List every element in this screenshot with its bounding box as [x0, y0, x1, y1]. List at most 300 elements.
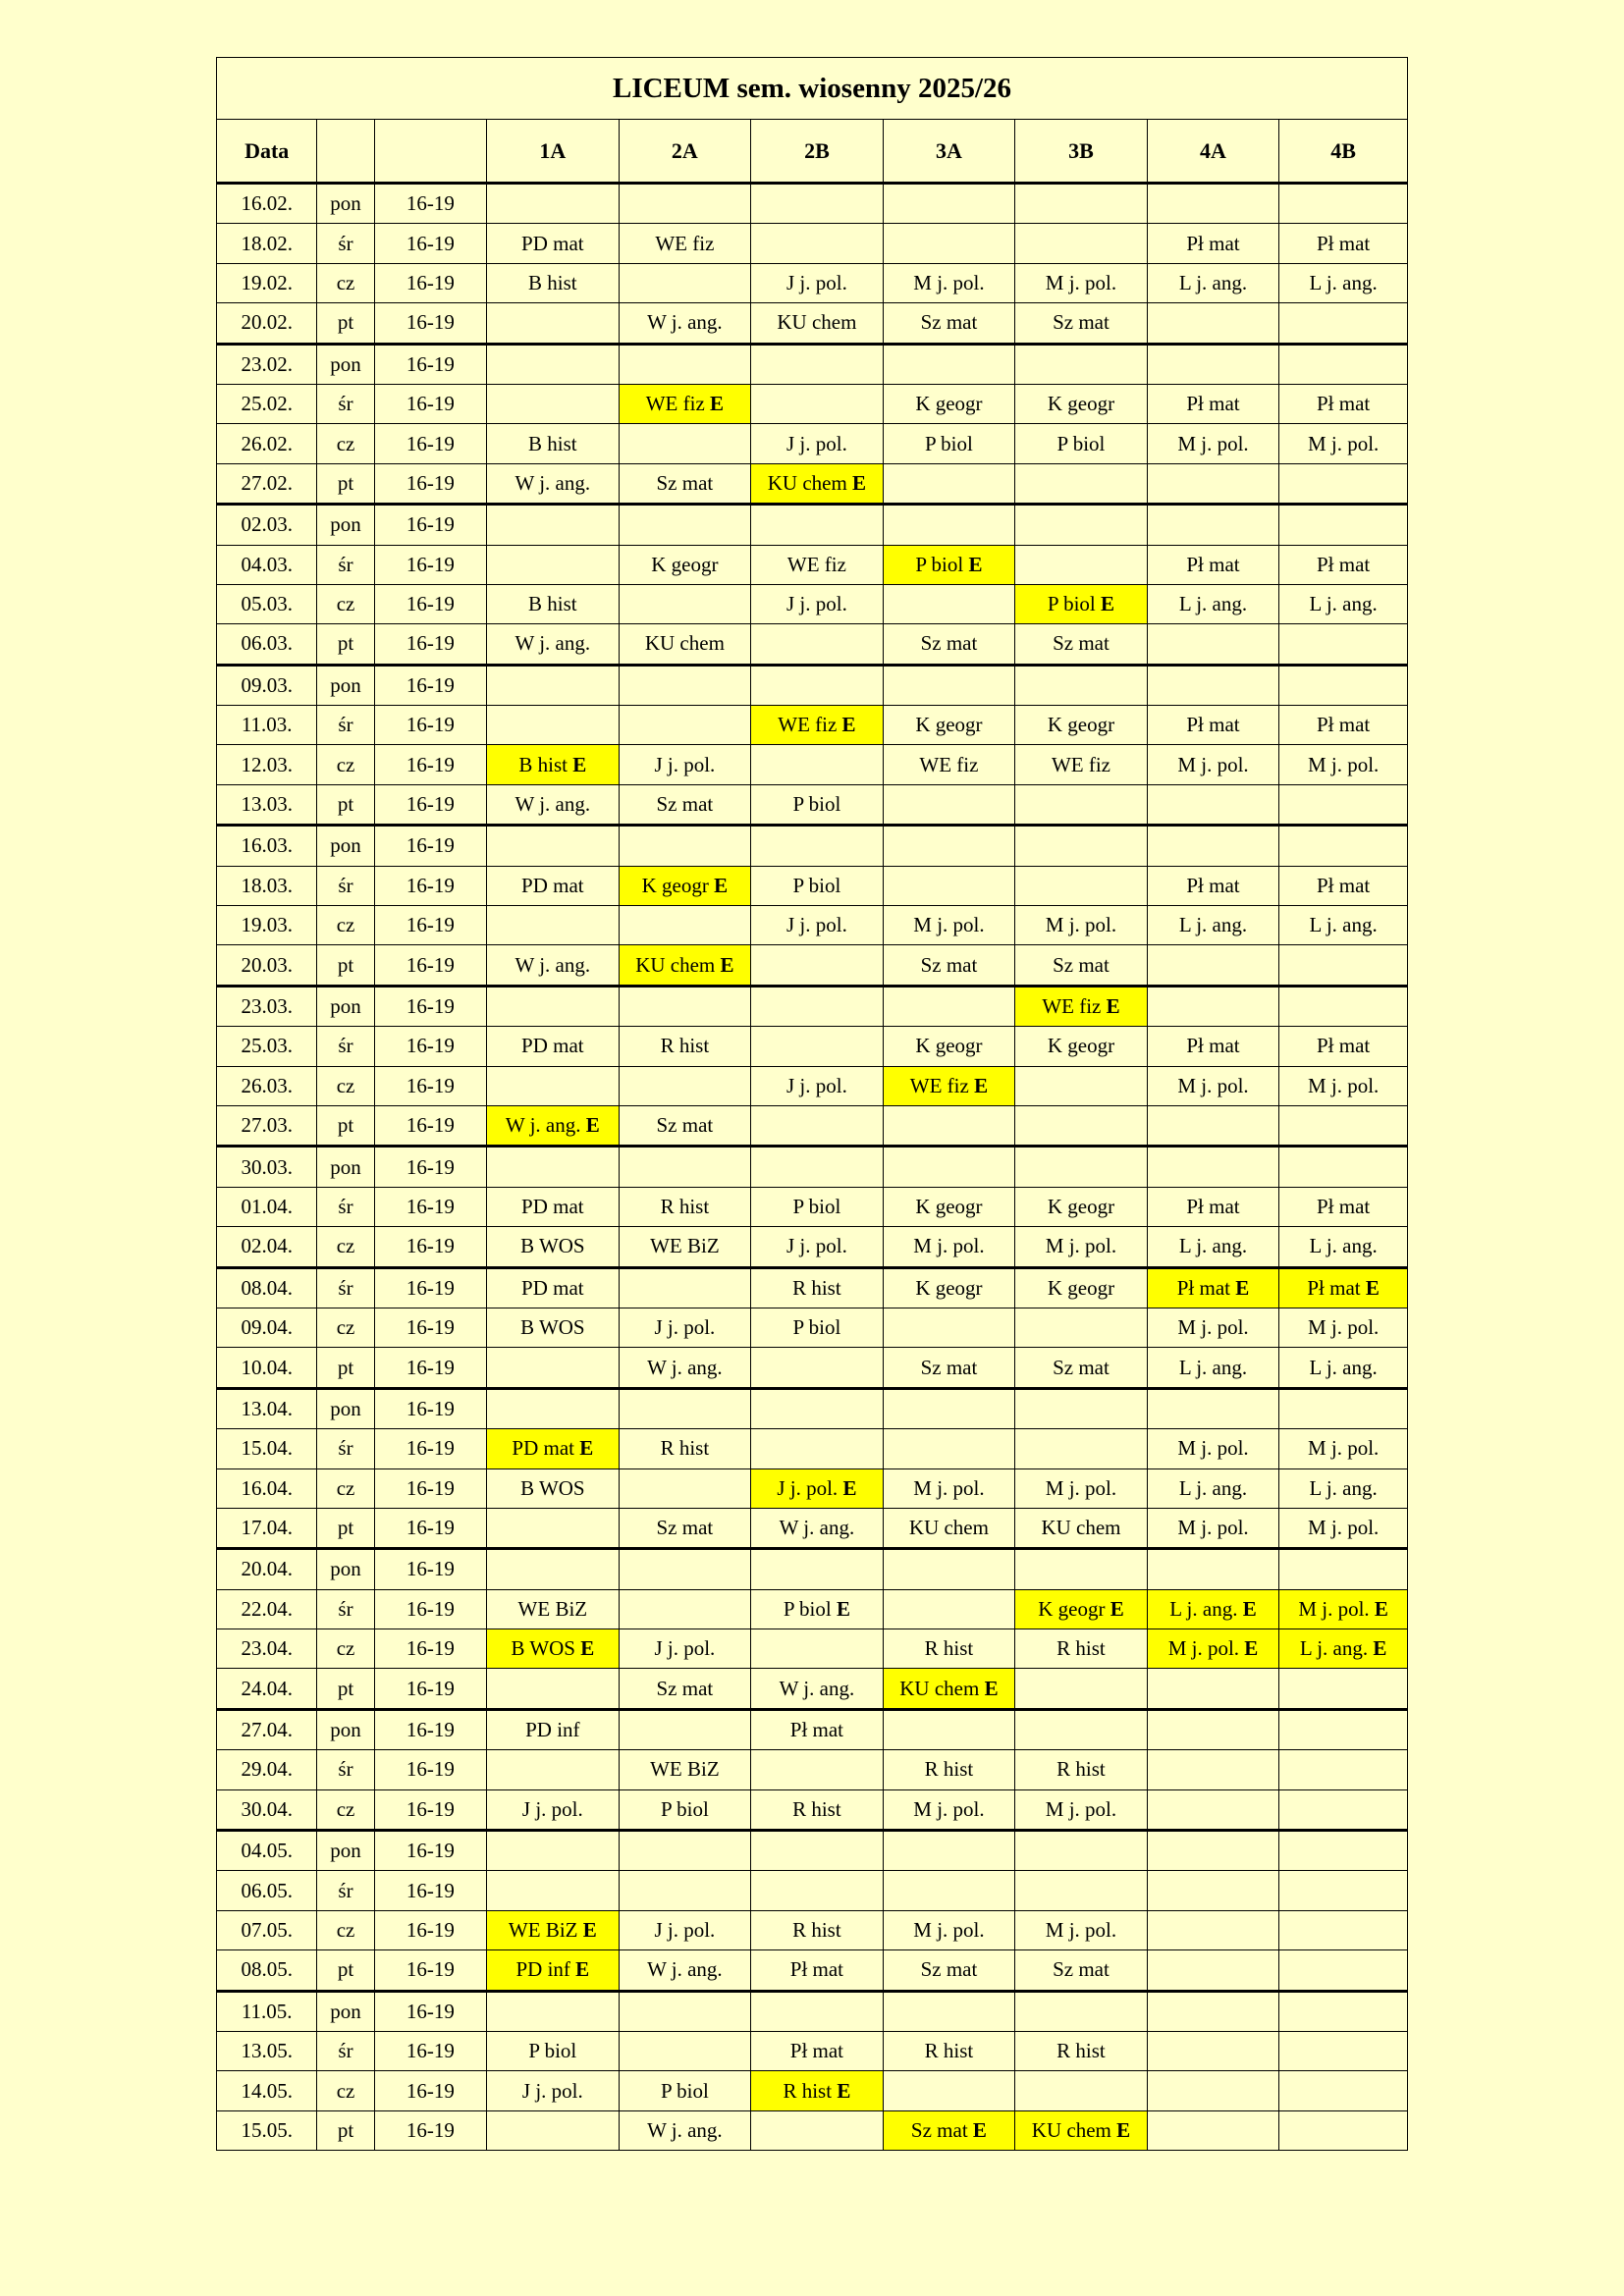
lesson-cell	[751, 545, 884, 584]
lesson-cell	[883, 184, 1015, 224]
table-row	[217, 1991, 1408, 2031]
date-cell: 18.03.	[217, 866, 317, 905]
lesson-cell	[1147, 384, 1279, 423]
lesson-cell	[1015, 1388, 1148, 1428]
header-class-3b: 3B	[1015, 120, 1148, 184]
lesson-label: M j. pol.	[1045, 1475, 1117, 1500]
table-row	[217, 303, 1408, 344]
exam-marker: E	[1374, 1596, 1388, 1621]
lesson-cell	[487, 1147, 620, 1187]
time-cell: 16-19	[374, 1709, 486, 1749]
table-row	[217, 906, 1408, 945]
exam-marker: E	[1242, 1596, 1257, 1621]
lesson-label: Pł mat	[1186, 873, 1240, 897]
lesson-cell	[487, 1669, 620, 1709]
lesson-label: K geogr	[1047, 713, 1115, 737]
lesson-cell	[1015, 584, 1148, 623]
day-cell: pon	[317, 1388, 374, 1428]
lesson-cell	[1015, 1871, 1148, 1910]
date-cell: 13.04.	[217, 1388, 317, 1428]
lesson-cell	[487, 706, 620, 745]
table-row	[217, 1066, 1408, 1105]
lesson-label: Sz mat	[910, 2117, 968, 2142]
lesson-cell	[751, 584, 884, 623]
lesson-cell	[619, 303, 751, 344]
table-row	[217, 2110, 1408, 2150]
lesson-label: Pł mat	[1317, 231, 1371, 255]
lesson-cell	[751, 463, 884, 504]
date-cell: 06.03.	[217, 624, 317, 665]
lesson-cell	[1015, 1187, 1148, 1226]
lesson-cell	[1147, 224, 1279, 263]
lesson-label: M j. pol.	[913, 1475, 985, 1500]
table-row	[217, 424, 1408, 463]
day-cell: pt	[317, 945, 374, 986]
table-row	[217, 1789, 1408, 1830]
lesson-cell	[751, 1147, 884, 1187]
time-cell: 16-19	[374, 1429, 486, 1468]
lesson-label: J j. pol.	[654, 1636, 716, 1661]
lesson-label: M j. pol.	[1177, 1516, 1249, 1540]
lesson-cell	[1279, 1549, 1408, 1589]
date-cell: 14.05.	[217, 2071, 317, 2110]
time-cell: 16-19	[374, 1629, 486, 1669]
lesson-cell	[619, 1831, 751, 1871]
date-cell: 19.03.	[217, 906, 317, 945]
lesson-cell	[487, 986, 620, 1026]
lesson-label: B hist	[518, 752, 568, 776]
exam-marker: E	[1373, 1636, 1387, 1661]
lesson-cell	[1147, 584, 1279, 623]
lesson-label: M j. pol.	[1307, 1516, 1380, 1540]
lesson-cell	[1279, 224, 1408, 263]
lesson-cell	[1147, 1950, 1279, 1991]
lesson-label: P biol	[660, 2078, 709, 2103]
lesson-cell	[1147, 1187, 1279, 1226]
lesson-cell	[487, 1508, 620, 1548]
lesson-cell	[619, 1308, 751, 1347]
lesson-cell	[1147, 1105, 1279, 1146]
date-cell: 27.03.	[217, 1105, 317, 1146]
lesson-cell	[619, 1991, 751, 2031]
lesson-label: Pł mat	[1317, 713, 1371, 737]
lesson-label: PD inf	[525, 1718, 580, 1742]
lesson-cell	[1147, 1831, 1279, 1871]
lesson-label: Sz mat	[920, 631, 978, 656]
date-cell: 26.03.	[217, 1066, 317, 1105]
lesson-cell	[751, 1789, 884, 1830]
day-cell: pt	[317, 1348, 374, 1388]
lesson-label: M j. pol.	[1307, 752, 1380, 776]
lesson-cell	[487, 945, 620, 986]
lesson-label: WE fiz	[919, 752, 979, 776]
lesson-cell	[487, 1871, 620, 1910]
lesson-cell	[751, 1105, 884, 1146]
lesson-cell	[487, 2031, 620, 2070]
lesson-cell	[619, 1267, 751, 1308]
lesson-label: B WOS	[520, 1234, 585, 1258]
lesson-label: W j. ang.	[647, 2117, 723, 2142]
lesson-label: Pł mat	[1317, 1194, 1371, 1218]
lesson-label: WE fiz	[1042, 994, 1102, 1018]
lesson-label: L j. ang.	[1169, 1596, 1238, 1621]
lesson-cell	[751, 1429, 884, 1468]
lesson-cell	[487, 545, 620, 584]
lesson-cell	[1279, 1468, 1408, 1508]
lesson-cell	[751, 1669, 884, 1709]
day-cell: śr	[317, 1750, 374, 1789]
lesson-label: M j. pol.	[1307, 1436, 1380, 1461]
day-cell: pon	[317, 1549, 374, 1589]
exam-marker: E	[1244, 1636, 1259, 1661]
time-cell: 16-19	[374, 784, 486, 825]
lesson-label: W j. ang.	[779, 1676, 855, 1700]
lesson-label: Pł mat	[1317, 1034, 1371, 1058]
lesson-label: Sz mat	[1053, 1957, 1110, 1982]
lesson-cell	[751, 1589, 884, 1629]
lesson-cell	[487, 584, 620, 623]
lesson-cell	[883, 706, 1015, 745]
table-row	[217, 1950, 1408, 1991]
lesson-cell	[751, 1831, 884, 1871]
header-date: Data	[217, 120, 317, 184]
day-cell: cz	[317, 584, 374, 623]
lesson-cell	[487, 1348, 620, 1388]
date-cell: 16.02.	[217, 184, 317, 224]
header-day	[317, 120, 374, 184]
lesson-label: K geogr	[915, 1194, 983, 1218]
lesson-cell	[487, 1950, 620, 1991]
lesson-cell	[1147, 1789, 1279, 1830]
page-title: LICEUM sem. wiosenny 2025/26	[217, 58, 1408, 120]
lesson-cell	[619, 1468, 751, 1508]
lesson-label: J j. pol.	[785, 1073, 847, 1097]
lesson-label: Sz mat	[656, 1676, 714, 1700]
date-cell: 22.04.	[217, 1589, 317, 1629]
lesson-label: M j. pol.	[1045, 1796, 1117, 1821]
date-cell: 13.05.	[217, 2031, 317, 2070]
lesson-label: WE fiz	[778, 713, 838, 737]
lesson-cell	[751, 866, 884, 905]
lesson-cell	[487, 1267, 620, 1308]
header-class-2b: 2B	[751, 120, 884, 184]
lesson-cell	[883, 263, 1015, 302]
exam-marker: E	[720, 952, 734, 977]
lesson-label: WE fiz	[1051, 752, 1110, 776]
lesson-cell	[883, 584, 1015, 623]
date-cell: 23.04.	[217, 1629, 317, 1669]
lesson-label: PD mat	[521, 1275, 584, 1300]
lesson-label: WE BiZ	[508, 1917, 578, 1942]
lesson-cell	[619, 263, 751, 302]
lesson-cell	[1147, 1308, 1279, 1347]
time-cell: 16-19	[374, 866, 486, 905]
date-cell: 25.02.	[217, 384, 317, 423]
lesson-cell	[487, 1789, 620, 1830]
time-cell: 16-19	[374, 1227, 486, 1267]
lesson-cell	[1015, 1629, 1148, 1669]
day-cell: cz	[317, 1789, 374, 1830]
lesson-label: M j. pol.	[1177, 1315, 1249, 1340]
lesson-label: L j. ang.	[1309, 1475, 1378, 1500]
lesson-label: J j. pol.	[785, 1234, 847, 1258]
lesson-cell	[751, 1709, 884, 1749]
date-cell: 02.04.	[217, 1227, 317, 1267]
lesson-cell	[883, 1669, 1015, 1709]
lesson-label: L j. ang.	[1178, 592, 1248, 616]
lesson-cell	[883, 866, 1015, 905]
lesson-cell	[1147, 1508, 1279, 1548]
lesson-cell	[487, 2110, 620, 2150]
lesson-cell	[619, 1789, 751, 1830]
time-cell: 16-19	[374, 1147, 486, 1187]
lesson-cell	[883, 1227, 1015, 1267]
exam-marker: E	[579, 1436, 594, 1461]
lesson-label: B WOS	[520, 1315, 585, 1340]
lesson-label: KU chem	[767, 470, 847, 495]
lesson-cell	[751, 344, 884, 384]
lesson-label: J j. pol.	[521, 1796, 583, 1821]
lesson-cell	[1015, 1831, 1148, 1871]
lesson-cell	[1279, 945, 1408, 986]
lesson-cell	[619, 1910, 751, 1949]
day-cell: pt	[317, 1950, 374, 1991]
lesson-label: J j. pol.	[777, 1475, 839, 1500]
day-cell: pon	[317, 344, 374, 384]
lesson-cell	[1015, 463, 1148, 504]
lesson-cell	[751, 665, 884, 705]
lesson-cell	[1015, 184, 1148, 224]
table-row	[217, 1027, 1408, 1066]
lesson-cell	[751, 624, 884, 665]
lesson-label: L j. ang.	[1178, 270, 1248, 294]
lesson-cell	[1147, 826, 1279, 866]
table-row	[217, 2031, 1408, 2070]
lesson-label: L j. ang.	[1299, 1636, 1369, 1661]
lesson-cell	[751, 1027, 884, 1066]
time-cell: 16-19	[374, 545, 486, 584]
lesson-cell	[1015, 1468, 1148, 1508]
date-cell: 13.03.	[217, 784, 317, 825]
lesson-cell	[751, 505, 884, 545]
lesson-cell	[487, 1750, 620, 1789]
day-cell: pon	[317, 1831, 374, 1871]
time-cell: 16-19	[374, 2071, 486, 2110]
day-cell: pt	[317, 1105, 374, 1146]
lesson-cell	[619, 424, 751, 463]
lesson-cell	[619, 1709, 751, 1749]
lesson-cell	[751, 1871, 884, 1910]
lesson-cell	[1279, 303, 1408, 344]
lesson-cell	[883, 1027, 1015, 1066]
lesson-cell	[1147, 1348, 1279, 1388]
lesson-cell	[751, 224, 884, 263]
lesson-cell	[1015, 1789, 1148, 1830]
time-cell: 16-19	[374, 184, 486, 224]
table-row	[217, 826, 1408, 866]
table-row	[217, 1388, 1408, 1428]
table-row	[217, 545, 1408, 584]
table-row	[217, 463, 1408, 504]
lesson-cell	[751, 784, 884, 825]
lesson-cell	[883, 1429, 1015, 1468]
day-cell: pt	[317, 2110, 374, 2150]
lesson-cell	[751, 263, 884, 302]
lesson-label: W j. ang.	[505, 1113, 581, 1138]
lesson-cell	[1015, 303, 1148, 344]
lesson-cell	[1015, 224, 1148, 263]
table-row	[217, 1508, 1408, 1548]
lesson-label: B hist	[528, 431, 577, 455]
lesson-label: W j. ang.	[647, 1355, 723, 1379]
lesson-cell	[487, 1709, 620, 1749]
table-row	[217, 1468, 1408, 1508]
lesson-cell	[1015, 1669, 1148, 1709]
lesson-cell	[619, 344, 751, 384]
lesson-label: M j. pol.	[1167, 1636, 1240, 1661]
lesson-cell	[1279, 2110, 1408, 2150]
lesson-cell	[1279, 1187, 1408, 1226]
time-cell: 16-19	[374, 986, 486, 1026]
time-cell: 16-19	[374, 1468, 486, 1508]
day-cell: śr	[317, 1027, 374, 1066]
lesson-label: P biol	[528, 2039, 577, 2063]
date-cell: 23.03.	[217, 986, 317, 1026]
lesson-label: R hist	[792, 1917, 841, 1942]
lesson-cell	[1279, 866, 1408, 905]
lesson-label: Pł mat	[1186, 713, 1240, 737]
date-cell: 16.04.	[217, 1468, 317, 1508]
lesson-label: P biol	[660, 1796, 709, 1821]
table-row	[217, 986, 1408, 1026]
table-row	[217, 1187, 1408, 1226]
lesson-cell	[1015, 1549, 1148, 1589]
lesson-cell	[1147, 1066, 1279, 1105]
lesson-cell	[487, 1227, 620, 1267]
lesson-cell	[883, 1750, 1015, 1789]
date-cell: 17.04.	[217, 1508, 317, 1548]
day-cell: pon	[317, 986, 374, 1026]
lesson-cell	[1279, 424, 1408, 463]
lesson-cell	[1147, 1267, 1279, 1308]
day-cell: cz	[317, 1308, 374, 1347]
time-cell: 16-19	[374, 303, 486, 344]
lesson-label: M j. pol.	[1045, 1917, 1117, 1942]
lesson-cell	[883, 1629, 1015, 1669]
table-row	[217, 945, 1408, 986]
lesson-cell	[1015, 1348, 1148, 1388]
lesson-cell	[883, 1950, 1015, 1991]
table-row	[217, 1429, 1408, 1468]
lesson-label: PD inf	[515, 1957, 570, 1982]
exam-marker: E	[984, 1676, 999, 1700]
date-cell: 29.04.	[217, 1750, 317, 1789]
lesson-label: K geogr	[1038, 1596, 1106, 1621]
date-cell: 30.04.	[217, 1789, 317, 1830]
lesson-label: Sz mat	[1053, 310, 1110, 335]
lesson-label: J j. pol.	[785, 270, 847, 294]
lesson-cell	[619, 384, 751, 423]
table-row	[217, 665, 1408, 705]
lesson-label: K geogr	[651, 552, 719, 576]
lesson-label: R hist	[1056, 2039, 1106, 2063]
time-cell: 16-19	[374, 706, 486, 745]
lesson-label: Sz mat	[1053, 952, 1110, 977]
time-cell: 16-19	[374, 624, 486, 665]
day-cell: cz	[317, 1066, 374, 1105]
lesson-cell	[487, 463, 620, 504]
lesson-cell	[1015, 1429, 1148, 1468]
lesson-label: M j. pol.	[913, 913, 985, 937]
table-row	[217, 344, 1408, 384]
lesson-label: L j. ang.	[1178, 1475, 1248, 1500]
lesson-cell	[883, 1789, 1015, 1830]
lesson-label: R hist	[660, 1436, 710, 1461]
date-cell: 19.02.	[217, 263, 317, 302]
lesson-label: J j. pol.	[654, 1315, 716, 1340]
lesson-label: Sz mat	[920, 1355, 978, 1379]
exam-marker: E	[968, 552, 983, 576]
lesson-label: Pł mat	[1186, 392, 1240, 416]
lesson-cell	[1147, 1027, 1279, 1066]
table-row	[217, 224, 1408, 263]
lesson-cell	[883, 665, 1015, 705]
lesson-cell	[619, 1027, 751, 1066]
lesson-label: Pł mat	[789, 1718, 844, 1742]
table-row	[217, 263, 1408, 302]
lesson-cell	[1147, 263, 1279, 302]
lesson-cell	[1279, 344, 1408, 384]
lesson-cell	[1147, 784, 1279, 825]
lesson-label: Sz mat	[920, 1957, 978, 1982]
lesson-cell	[883, 463, 1015, 504]
lesson-cell	[487, 624, 620, 665]
lesson-cell	[751, 1991, 884, 2031]
lesson-cell	[1015, 624, 1148, 665]
lesson-cell	[1279, 545, 1408, 584]
lesson-cell	[1015, 263, 1148, 302]
table-row	[217, 2071, 1408, 2110]
lesson-cell	[883, 624, 1015, 665]
lesson-label: M j. pol.	[1045, 270, 1117, 294]
time-cell: 16-19	[374, 1308, 486, 1347]
lesson-label: P biol	[792, 792, 841, 817]
lesson-cell	[751, 1388, 884, 1428]
lesson-cell	[883, 1267, 1015, 1308]
lesson-cell	[1279, 584, 1408, 623]
lesson-cell	[883, 424, 1015, 463]
lesson-cell	[1147, 505, 1279, 545]
lesson-cell	[619, 184, 751, 224]
lesson-label: Pł mat	[1176, 1275, 1230, 1300]
lesson-cell	[1279, 1429, 1408, 1468]
lesson-cell	[751, 945, 884, 986]
date-cell: 20.02.	[217, 303, 317, 344]
time-cell: 16-19	[374, 1187, 486, 1226]
lesson-cell	[1015, 826, 1148, 866]
date-cell: 11.05.	[217, 1991, 317, 2031]
lesson-label: P biol	[915, 552, 964, 576]
lesson-cell	[1015, 1066, 1148, 1105]
table-row	[217, 1629, 1408, 1669]
lesson-label: Sz mat	[920, 952, 978, 977]
lesson-label: W j. ang.	[647, 310, 723, 335]
lesson-cell	[1279, 463, 1408, 504]
lesson-cell	[1147, 344, 1279, 384]
time-cell: 16-19	[374, 384, 486, 423]
lesson-label: M j. pol.	[1177, 752, 1249, 776]
lesson-label: W j. ang.	[514, 631, 591, 656]
